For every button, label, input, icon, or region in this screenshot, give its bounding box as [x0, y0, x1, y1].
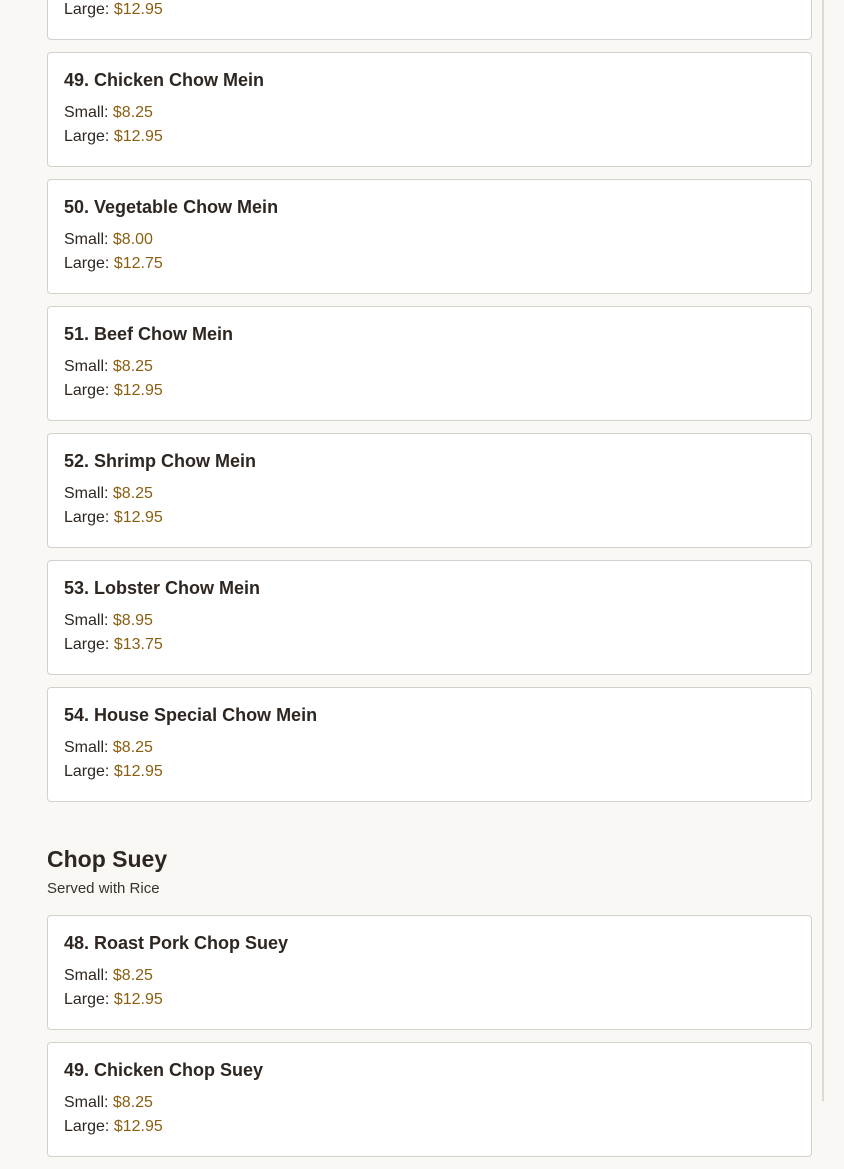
large-price-line	[64, 125, 795, 149]
price-value: $13.75	[113, 636, 163, 653]
large-price-line	[64, 506, 795, 530]
size-label: Small:	[64, 231, 109, 248]
menu-content	[47, 0, 812, 1169]
price-value: $8.25	[112, 967, 153, 984]
section-header	[47, 844, 812, 900]
price-value: $12.95	[113, 991, 163, 1008]
small-price-line	[64, 1091, 795, 1115]
menu-item-title: 52. Shrimp Chow Mein	[64, 451, 257, 471]
menu-item-title: 49. Chicken Chow Mein	[64, 70, 265, 90]
small-price-line	[64, 355, 795, 379]
price-value: $8.25	[112, 104, 153, 121]
menu-item-card	[47, 560, 812, 675]
price-value: $8.95	[112, 612, 153, 629]
menu-item-card	[47, 915, 812, 1030]
large-price-line	[64, 633, 795, 657]
small-price-line	[64, 228, 795, 252]
small-price-line	[64, 482, 795, 506]
large-price-line	[64, 760, 795, 784]
price-value: $12.95	[113, 382, 163, 399]
section-subtitle: Served with Rice	[47, 880, 160, 897]
section-title: Chop Suey	[47, 846, 168, 872]
large-price-line	[64, 252, 795, 276]
menu-item-card	[47, 687, 812, 802]
size-label: Large:	[64, 1, 110, 18]
size-label: Large:	[64, 763, 110, 780]
menu-item-title: 54. House Special Chow Mein	[64, 705, 318, 725]
size-label: Large:	[64, 991, 110, 1008]
price-value: $12.95	[113, 763, 163, 780]
price-value: $8.25	[112, 1094, 153, 1111]
large-price-line	[64, 1115, 795, 1139]
page-edge-divider	[822, 0, 824, 1101]
size-label: Large:	[64, 636, 110, 653]
menu-item-card	[47, 433, 812, 548]
size-label: Large:	[64, 1118, 110, 1135]
price-value: $8.25	[112, 485, 153, 502]
menu-item-card	[47, 52, 812, 167]
menu-item-title: 49. Chicken Chop Suey	[64, 1060, 264, 1080]
size-label: Large:	[64, 128, 110, 145]
small-price-line	[64, 101, 795, 125]
small-price-line	[64, 736, 795, 760]
small-price-line	[64, 964, 795, 988]
size-label: Small:	[64, 612, 109, 629]
size-label: Small:	[64, 485, 109, 502]
menu-item-title: 48. Roast Pork Chop Suey	[64, 933, 289, 953]
menu-item-title: 51. Beef Chow Mein	[64, 324, 234, 344]
large-price-line	[64, 0, 795, 22]
price-value: $12.95	[113, 509, 163, 526]
price-value: $8.25	[112, 739, 153, 756]
size-label: Small:	[64, 1094, 109, 1111]
size-label: Large:	[64, 509, 110, 526]
price-value: $12.95	[113, 128, 163, 145]
size-label: Small:	[64, 358, 109, 375]
menu-item-card	[47, 179, 812, 294]
large-price-line	[64, 988, 795, 1012]
large-price-line	[64, 379, 795, 403]
menu-item-card	[47, 0, 812, 40]
size-label: Small:	[64, 104, 109, 121]
size-label: Small:	[64, 967, 109, 984]
size-label: Large:	[64, 382, 110, 399]
price-value: $12.95	[113, 1118, 163, 1135]
size-label: Small:	[64, 739, 109, 756]
menu-item-card	[47, 1042, 812, 1157]
menu-item-card	[47, 306, 812, 421]
price-value: $12.95	[113, 1, 163, 18]
size-label: Large:	[64, 255, 110, 272]
price-value: $8.00	[112, 231, 153, 248]
small-price-line	[64, 609, 795, 633]
price-value: $8.25	[112, 358, 153, 375]
menu-item-title: 53. Lobster Chow Mein	[64, 578, 261, 598]
menu-item-title: 50. Vegetable Chow Mein	[64, 197, 279, 217]
price-value: $12.75	[113, 255, 163, 272]
